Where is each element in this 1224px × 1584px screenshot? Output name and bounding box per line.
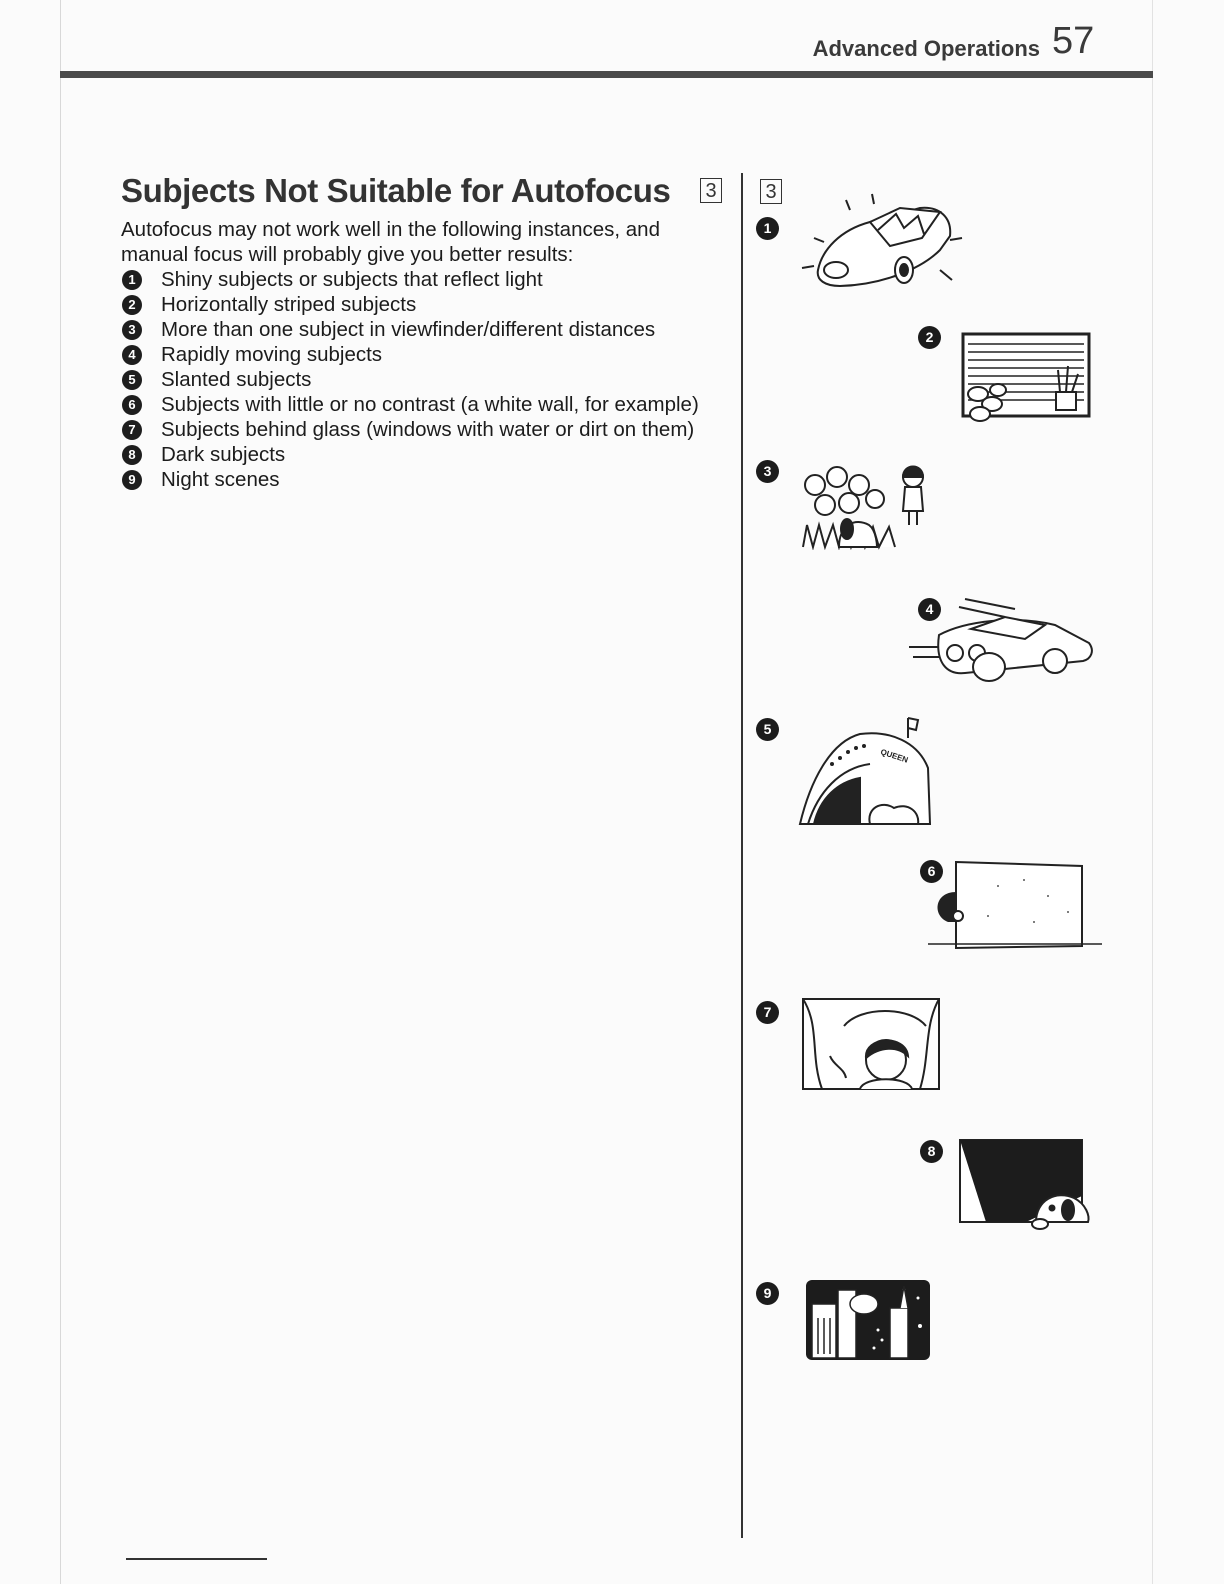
list-item: [121, 342, 731, 367]
number-bullet: 4: [122, 345, 142, 365]
white-wall-icon: [928, 856, 1106, 956]
number-bullet: 2: [122, 295, 142, 315]
shiny-car-icon: [800, 190, 970, 300]
number-bullet: 3: [122, 320, 142, 340]
column-divider: [741, 173, 743, 1538]
illustration-number: 9: [756, 1282, 779, 1305]
number-bullet: 8: [122, 445, 142, 465]
illustration-number: 1: [756, 217, 779, 240]
list-item-text: Subjects with little or no contrast (a white wall, for example): [161, 393, 699, 416]
number-bullet: 7: [122, 420, 142, 440]
header-rule: [60, 71, 1153, 78]
list-item-text: Slanted subjects: [161, 368, 312, 391]
footer-rule: [126, 1558, 267, 1560]
slanted-ship-icon: [790, 712, 940, 830]
list-item-text: More than one subject in viewfinder/different distances: [161, 318, 656, 341]
list-item-text: Horizontally striped subjects: [161, 293, 417, 316]
page-edge-left: [60, 0, 61, 1584]
illustration-number: 8: [920, 1140, 943, 1163]
list-item: [121, 367, 731, 392]
striped-blinds-icon: [960, 330, 1092, 430]
list-item: [121, 442, 731, 467]
list-item-text: Subjects behind glass (windows with water or dirt on them): [161, 418, 695, 441]
flowers-dog-person-icon: [785, 455, 945, 550]
illustration-number: 7: [756, 1001, 779, 1024]
list-item: [121, 292, 731, 317]
number-bullet: 9: [122, 470, 142, 490]
number-bullet: 1: [122, 270, 142, 290]
intro-paragraph: Autofocus may not work well in the following instances, and manual focus will probably give you better results:: [121, 218, 660, 266]
column-ref-box: 3: [760, 179, 782, 204]
list-item: [121, 467, 731, 492]
illustration-number: 6: [920, 860, 943, 883]
list-item: [121, 317, 731, 342]
illustration-number: 2: [918, 326, 941, 349]
speeding-car-icon: [905, 595, 1105, 685]
dark-dog-icon: [956, 1136, 1096, 1234]
title-ref-box: 3: [700, 178, 722, 203]
list-item: [121, 392, 731, 417]
page-number: 57: [1052, 20, 1095, 62]
illustration-number: 5: [756, 718, 779, 741]
list-item-text: Dark subjects: [161, 443, 286, 466]
ship-label: QUEEN: [879, 747, 910, 765]
page-edge-right: [1152, 0, 1153, 1584]
illustration-number: 4: [918, 598, 941, 621]
list-item-text: Night scenes: [161, 468, 280, 491]
page-title: Subjects Not Suitable for Autofocus: [121, 172, 671, 209]
rainy-window-icon: [800, 996, 942, 1092]
night-city-icon: [804, 1278, 932, 1362]
list-item: [121, 417, 731, 442]
illustration-number: 3: [756, 460, 779, 483]
subject-list: [121, 267, 731, 492]
number-bullet: 6: [122, 395, 142, 415]
header-section-title: Advanced Operations: [812, 36, 1040, 61]
list-item-text: Shiny subjects or subjects that reflect light: [161, 268, 543, 291]
list-item: [121, 267, 731, 292]
number-bullet: 5: [122, 370, 142, 390]
list-item-text: Rapidly moving subjects: [161, 343, 383, 366]
